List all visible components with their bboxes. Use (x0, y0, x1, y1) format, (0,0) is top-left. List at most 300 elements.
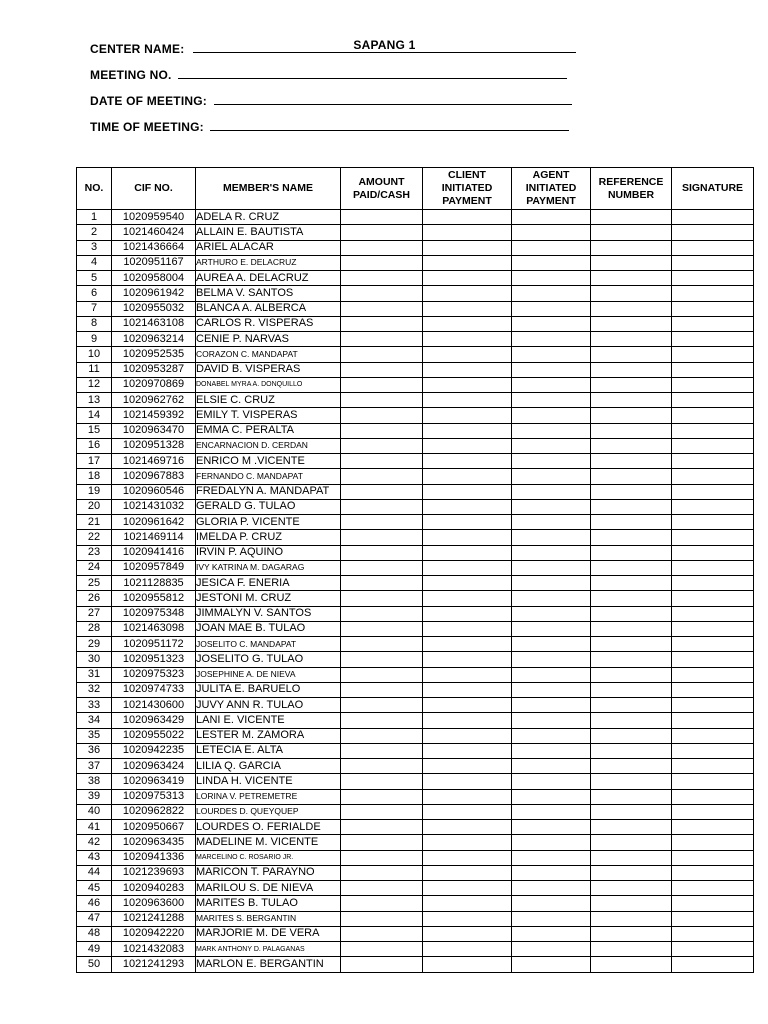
col-header-cif: CIF NO. (112, 168, 196, 210)
signature-cell[interactable] (672, 515, 754, 530)
table-row (77, 942, 754, 957)
signature-cell[interactable] (672, 225, 754, 240)
reference-cell[interactable] (591, 438, 672, 453)
amount-cell[interactable] (341, 743, 423, 758)
member-name: ALLAIN E. BAUTISTA (196, 225, 341, 240)
client-payment-cell[interactable] (423, 560, 512, 575)
client-payment-cell[interactable] (423, 820, 512, 835)
signature-cell[interactable] (672, 438, 754, 453)
reference-cell[interactable] (591, 469, 672, 484)
agent-payment-cell[interactable] (512, 377, 591, 392)
agent-payment-cell[interactable] (512, 865, 591, 880)
signature-cell[interactable] (672, 454, 754, 469)
amount-cell[interactable] (341, 667, 423, 682)
client-payment-cell[interactable] (423, 637, 512, 652)
table-row (77, 393, 754, 408)
member-name: LILIA Q. GARCIA (196, 759, 341, 774)
client-payment-cell[interactable] (423, 515, 512, 530)
table-row (77, 484, 754, 499)
amount-cell[interactable] (341, 210, 423, 225)
client-payment-cell[interactable] (423, 301, 512, 316)
agent-payment-cell[interactable] (512, 576, 591, 591)
client-payment-cell[interactable] (423, 255, 512, 270)
amount-cell[interactable] (341, 926, 423, 941)
client-payment-cell[interactable] (423, 804, 512, 819)
row-number: 41 (77, 820, 112, 835)
reference-cell[interactable] (591, 728, 672, 743)
signature-cell[interactable] (672, 865, 754, 880)
signature-cell[interactable] (672, 789, 754, 804)
reference-cell[interactable] (591, 926, 672, 941)
client-payment-cell[interactable] (423, 545, 512, 560)
signature-cell[interactable] (672, 637, 754, 652)
signature-cell[interactable] (672, 301, 754, 316)
amount-cell[interactable] (341, 286, 423, 301)
signature-cell[interactable] (672, 545, 754, 560)
agent-payment-cell[interactable] (512, 652, 591, 667)
member-name: JESICA F. ENERIA (196, 576, 341, 591)
signature-cell[interactable] (672, 942, 754, 957)
signature-cell[interactable] (672, 499, 754, 514)
row-number: 35 (77, 728, 112, 743)
agent-payment-cell[interactable] (512, 240, 591, 255)
amount-cell[interactable] (341, 759, 423, 774)
agent-payment-cell[interactable] (512, 301, 591, 316)
reference-cell[interactable] (591, 560, 672, 575)
amount-cell[interactable] (341, 255, 423, 270)
amount-cell[interactable] (341, 499, 423, 514)
client-payment-cell[interactable] (423, 484, 512, 499)
client-payment-cell[interactable] (423, 728, 512, 743)
agent-payment-cell[interactable] (512, 591, 591, 606)
agent-payment-cell[interactable] (512, 393, 591, 408)
amount-cell[interactable] (341, 621, 423, 636)
member-name: JOSELITO C. MANDAPAT (196, 637, 341, 652)
amount-cell[interactable] (341, 652, 423, 667)
reference-cell[interactable] (591, 225, 672, 240)
signature-cell[interactable] (672, 911, 754, 926)
reference-cell[interactable] (591, 210, 672, 225)
agent-payment-cell[interactable] (512, 515, 591, 530)
agent-payment-cell[interactable] (512, 332, 591, 347)
amount-cell[interactable] (341, 362, 423, 377)
reference-cell[interactable] (591, 286, 672, 301)
client-payment-cell[interactable] (423, 240, 512, 255)
signature-cell[interactable] (672, 271, 754, 286)
reference-cell[interactable] (591, 850, 672, 865)
signature-cell[interactable] (672, 316, 754, 331)
client-payment-cell[interactable] (423, 652, 512, 667)
reference-cell[interactable] (591, 713, 672, 728)
client-payment-cell[interactable] (423, 759, 512, 774)
amount-cell[interactable] (341, 698, 423, 713)
member-name: JIMMALYN V. SANTOS (196, 606, 341, 621)
amount-cell[interactable] (341, 865, 423, 880)
client-payment-cell[interactable] (423, 438, 512, 453)
agent-payment-cell[interactable] (512, 926, 591, 941)
agent-payment-cell[interactable] (512, 698, 591, 713)
agent-payment-cell[interactable] (512, 713, 591, 728)
member-name: JOSEPHINE A. DE NIEVA (196, 667, 341, 682)
agent-payment-cell[interactable] (512, 286, 591, 301)
signature-cell[interactable] (672, 210, 754, 225)
signature-cell[interactable] (672, 926, 754, 941)
reference-cell[interactable] (591, 743, 672, 758)
table-row (77, 713, 754, 728)
agent-payment-cell[interactable] (512, 896, 591, 911)
agent-payment-cell[interactable] (512, 347, 591, 362)
reference-cell[interactable] (591, 759, 672, 774)
amount-cell[interactable] (341, 423, 423, 438)
client-payment-cell[interactable] (423, 332, 512, 347)
cif-number: 1021463108 (112, 316, 196, 331)
amount-cell[interactable] (341, 301, 423, 316)
client-payment-cell[interactable] (423, 576, 512, 591)
signature-cell[interactable] (672, 469, 754, 484)
agent-payment-cell[interactable] (512, 225, 591, 240)
signature-cell[interactable] (672, 286, 754, 301)
reference-cell[interactable] (591, 881, 672, 896)
cif-number: 1020962822 (112, 804, 196, 819)
reference-cell[interactable] (591, 606, 672, 621)
reference-cell[interactable] (591, 484, 672, 499)
amount-cell[interactable] (341, 850, 423, 865)
col-header-no: NO. (77, 168, 112, 210)
amount-cell[interactable] (341, 271, 423, 286)
amount-cell[interactable] (341, 957, 423, 972)
client-payment-cell[interactable] (423, 225, 512, 240)
member-name: CARLOS R. VISPERAS (196, 316, 341, 331)
client-payment-cell[interactable] (423, 865, 512, 880)
agent-payment-cell[interactable] (512, 850, 591, 865)
amount-cell[interactable] (341, 606, 423, 621)
amount-cell[interactable] (341, 804, 423, 819)
reference-cell[interactable] (591, 515, 672, 530)
signature-cell[interactable] (672, 728, 754, 743)
amount-cell[interactable] (341, 835, 423, 850)
signature-cell[interactable] (672, 820, 754, 835)
agent-payment-cell[interactable] (512, 911, 591, 926)
signature-cell[interactable] (672, 530, 754, 545)
client-payment-cell[interactable] (423, 591, 512, 606)
table-row (77, 301, 754, 316)
amount-cell[interactable] (341, 438, 423, 453)
agent-payment-cell[interactable] (512, 820, 591, 835)
member-name: MARILOU S. DE NIEVA (196, 881, 341, 896)
member-name: LANI E. VICENTE (196, 713, 341, 728)
amount-cell[interactable] (341, 469, 423, 484)
table-row (77, 423, 754, 438)
reference-cell[interactable] (591, 271, 672, 286)
agent-payment-cell[interactable] (512, 362, 591, 377)
agent-payment-cell[interactable] (512, 560, 591, 575)
signature-cell[interactable] (672, 606, 754, 621)
signature-cell[interactable] (672, 332, 754, 347)
agent-payment-cell[interactable] (512, 728, 591, 743)
meeting-no-field[interactable] (178, 66, 567, 79)
client-payment-cell[interactable] (423, 713, 512, 728)
client-payment-cell[interactable] (423, 789, 512, 804)
member-name: CORAZON C. MANDAPAT (196, 347, 341, 362)
client-payment-cell[interactable] (423, 881, 512, 896)
agent-payment-cell[interactable] (512, 835, 591, 850)
client-payment-cell[interactable] (423, 942, 512, 957)
client-payment-cell[interactable] (423, 682, 512, 697)
signature-cell[interactable] (672, 377, 754, 392)
client-payment-cell[interactable] (423, 499, 512, 514)
agent-payment-cell[interactable] (512, 881, 591, 896)
signature-cell[interactable] (672, 362, 754, 377)
agent-payment-cell[interactable] (512, 743, 591, 758)
signature-cell[interactable] (672, 957, 754, 972)
amount-cell[interactable] (341, 240, 423, 255)
table-row (77, 743, 754, 758)
client-payment-cell[interactable] (423, 393, 512, 408)
signature-cell[interactable] (672, 713, 754, 728)
reference-cell[interactable] (591, 667, 672, 682)
amount-cell[interactable] (341, 942, 423, 957)
reference-cell[interactable] (591, 393, 672, 408)
amount-cell[interactable] (341, 316, 423, 331)
signature-cell[interactable] (672, 621, 754, 636)
table-row (77, 271, 754, 286)
amount-cell[interactable] (341, 560, 423, 575)
cif-number: 1020975313 (112, 789, 196, 804)
reference-cell[interactable] (591, 408, 672, 423)
agent-payment-cell[interactable] (512, 316, 591, 331)
reference-cell[interactable] (591, 499, 672, 514)
member-name: IVY KATRINA M. DAGARAG (196, 560, 341, 575)
reference-cell[interactable] (591, 789, 672, 804)
amount-cell[interactable] (341, 881, 423, 896)
client-payment-cell[interactable] (423, 286, 512, 301)
member-name: MARCELINO C. ROSARIO JR. (196, 850, 341, 865)
row-number: 47 (77, 911, 112, 926)
amount-cell[interactable] (341, 484, 423, 499)
table-row (77, 774, 754, 789)
client-payment-cell[interactable] (423, 896, 512, 911)
signature-cell[interactable] (672, 591, 754, 606)
reference-cell[interactable] (591, 682, 672, 697)
amount-cell[interactable] (341, 347, 423, 362)
amount-cell[interactable] (341, 576, 423, 591)
client-payment-cell[interactable] (423, 408, 512, 423)
time-of-meeting-field[interactable] (210, 118, 569, 131)
signature-cell[interactable] (672, 667, 754, 682)
client-payment-cell[interactable] (423, 698, 512, 713)
signature-cell[interactable] (672, 576, 754, 591)
agent-payment-cell[interactable] (512, 545, 591, 560)
reference-cell[interactable] (591, 865, 672, 880)
col-header-reference: REFERENCE NUMBER (591, 168, 672, 210)
row-number: 10 (77, 347, 112, 362)
client-payment-cell[interactable] (423, 835, 512, 850)
amount-cell[interactable] (341, 637, 423, 652)
reference-cell[interactable] (591, 255, 672, 270)
signature-cell[interactable] (672, 896, 754, 911)
amount-cell[interactable] (341, 820, 423, 835)
client-payment-cell[interactable] (423, 316, 512, 331)
client-payment-cell[interactable] (423, 911, 512, 926)
client-payment-cell[interactable] (423, 271, 512, 286)
amount-cell[interactable] (341, 225, 423, 240)
reference-cell[interactable] (591, 774, 672, 789)
signature-cell[interactable] (672, 698, 754, 713)
signature-cell[interactable] (672, 682, 754, 697)
row-number: 36 (77, 743, 112, 758)
reference-cell[interactable] (591, 423, 672, 438)
agent-payment-cell[interactable] (512, 621, 591, 636)
reference-cell[interactable] (591, 911, 672, 926)
client-payment-cell[interactable] (423, 621, 512, 636)
signature-cell[interactable] (672, 743, 754, 758)
signature-cell[interactable] (672, 774, 754, 789)
reference-cell[interactable] (591, 362, 672, 377)
agent-payment-cell[interactable] (512, 438, 591, 453)
row-number: 19 (77, 484, 112, 499)
reference-cell[interactable] (591, 316, 672, 331)
reference-cell[interactable] (591, 576, 672, 591)
reference-cell[interactable] (591, 545, 672, 560)
client-payment-cell[interactable] (423, 469, 512, 484)
reference-cell[interactable] (591, 896, 672, 911)
amount-cell[interactable] (341, 454, 423, 469)
amount-cell[interactable] (341, 408, 423, 423)
client-payment-cell[interactable] (423, 606, 512, 621)
member-name: DONABEL MYRA A. DONQUILLO (196, 377, 341, 392)
reference-cell[interactable] (591, 530, 672, 545)
reference-cell[interactable] (591, 591, 672, 606)
agent-payment-cell[interactable] (512, 667, 591, 682)
agent-payment-cell[interactable] (512, 210, 591, 225)
agent-payment-cell[interactable] (512, 804, 591, 819)
signature-cell[interactable] (672, 850, 754, 865)
reference-cell[interactable] (591, 957, 672, 972)
row-number: 39 (77, 789, 112, 804)
amount-cell[interactable] (341, 591, 423, 606)
reference-cell[interactable] (591, 377, 672, 392)
signature-cell[interactable] (672, 560, 754, 575)
reference-cell[interactable] (591, 942, 672, 957)
agent-payment-cell[interactable] (512, 759, 591, 774)
row-number: 6 (77, 286, 112, 301)
amount-cell[interactable] (341, 774, 423, 789)
agent-payment-cell[interactable] (512, 255, 591, 270)
signature-cell[interactable] (672, 347, 754, 362)
client-payment-cell[interactable] (423, 530, 512, 545)
signature-cell[interactable] (672, 804, 754, 819)
agent-payment-cell[interactable] (512, 637, 591, 652)
cif-number: 1020960546 (112, 484, 196, 499)
amount-cell[interactable] (341, 515, 423, 530)
client-payment-cell[interactable] (423, 377, 512, 392)
agent-payment-cell[interactable] (512, 469, 591, 484)
amount-cell[interactable] (341, 713, 423, 728)
agent-payment-cell[interactable] (512, 271, 591, 286)
signature-cell[interactable] (672, 255, 754, 270)
agent-payment-cell[interactable] (512, 682, 591, 697)
reference-cell[interactable] (591, 347, 672, 362)
reference-cell[interactable] (591, 652, 672, 667)
signature-cell[interactable] (672, 423, 754, 438)
amount-cell[interactable] (341, 530, 423, 545)
amount-cell[interactable] (341, 682, 423, 697)
agent-payment-cell[interactable] (512, 499, 591, 514)
table-row (77, 850, 754, 865)
amount-cell[interactable] (341, 393, 423, 408)
amount-cell[interactable] (341, 789, 423, 804)
signature-cell[interactable] (672, 881, 754, 896)
signature-cell[interactable] (672, 393, 754, 408)
amount-cell[interactable] (341, 911, 423, 926)
signature-cell[interactable] (672, 484, 754, 499)
signature-cell[interactable] (672, 408, 754, 423)
agent-payment-cell[interactable] (512, 530, 591, 545)
amount-cell[interactable] (341, 377, 423, 392)
client-payment-cell[interactable] (423, 362, 512, 377)
agent-payment-cell[interactable] (512, 484, 591, 499)
amount-cell[interactable] (341, 332, 423, 347)
reference-cell[interactable] (591, 637, 672, 652)
client-payment-cell[interactable] (423, 423, 512, 438)
client-payment-cell[interactable] (423, 210, 512, 225)
agent-payment-cell[interactable] (512, 606, 591, 621)
client-payment-cell[interactable] (423, 743, 512, 758)
table-row (77, 255, 754, 270)
table-row (77, 957, 754, 972)
client-payment-cell[interactable] (423, 667, 512, 682)
agent-payment-cell[interactable] (512, 957, 591, 972)
reference-cell[interactable] (591, 820, 672, 835)
row-number: 17 (77, 454, 112, 469)
table-row (77, 896, 754, 911)
client-payment-cell[interactable] (423, 774, 512, 789)
center-name-field[interactable] (193, 40, 576, 53)
amount-cell[interactable] (341, 545, 423, 560)
signature-cell[interactable] (672, 652, 754, 667)
client-payment-cell[interactable] (423, 850, 512, 865)
reference-cell[interactable] (591, 454, 672, 469)
amount-cell[interactable] (341, 896, 423, 911)
client-payment-cell[interactable] (423, 926, 512, 941)
reference-cell[interactable] (591, 698, 672, 713)
signature-cell[interactable] (672, 835, 754, 850)
signature-cell[interactable] (672, 759, 754, 774)
client-payment-cell[interactable] (423, 347, 512, 362)
reference-cell[interactable] (591, 301, 672, 316)
table-row (77, 469, 754, 484)
reference-cell[interactable] (591, 835, 672, 850)
agent-payment-cell[interactable] (512, 408, 591, 423)
reference-cell[interactable] (591, 621, 672, 636)
col-header-signature: SIGNATURE (672, 168, 754, 210)
agent-payment-cell[interactable] (512, 942, 591, 957)
agent-payment-cell[interactable] (512, 774, 591, 789)
time-of-meeting-label: TIME OF MEETING: (90, 120, 204, 134)
agent-payment-cell[interactable] (512, 789, 591, 804)
amount-cell[interactable] (341, 728, 423, 743)
reference-cell[interactable] (591, 240, 672, 255)
signature-cell[interactable] (672, 240, 754, 255)
agent-payment-cell[interactable] (512, 423, 591, 438)
reference-cell[interactable] (591, 804, 672, 819)
client-payment-cell[interactable] (423, 454, 512, 469)
date-of-meeting-field[interactable] (214, 92, 572, 105)
client-payment-cell[interactable] (423, 957, 512, 972)
reference-cell[interactable] (591, 332, 672, 347)
agent-payment-cell[interactable] (512, 454, 591, 469)
cif-number: 1020963600 (112, 896, 196, 911)
